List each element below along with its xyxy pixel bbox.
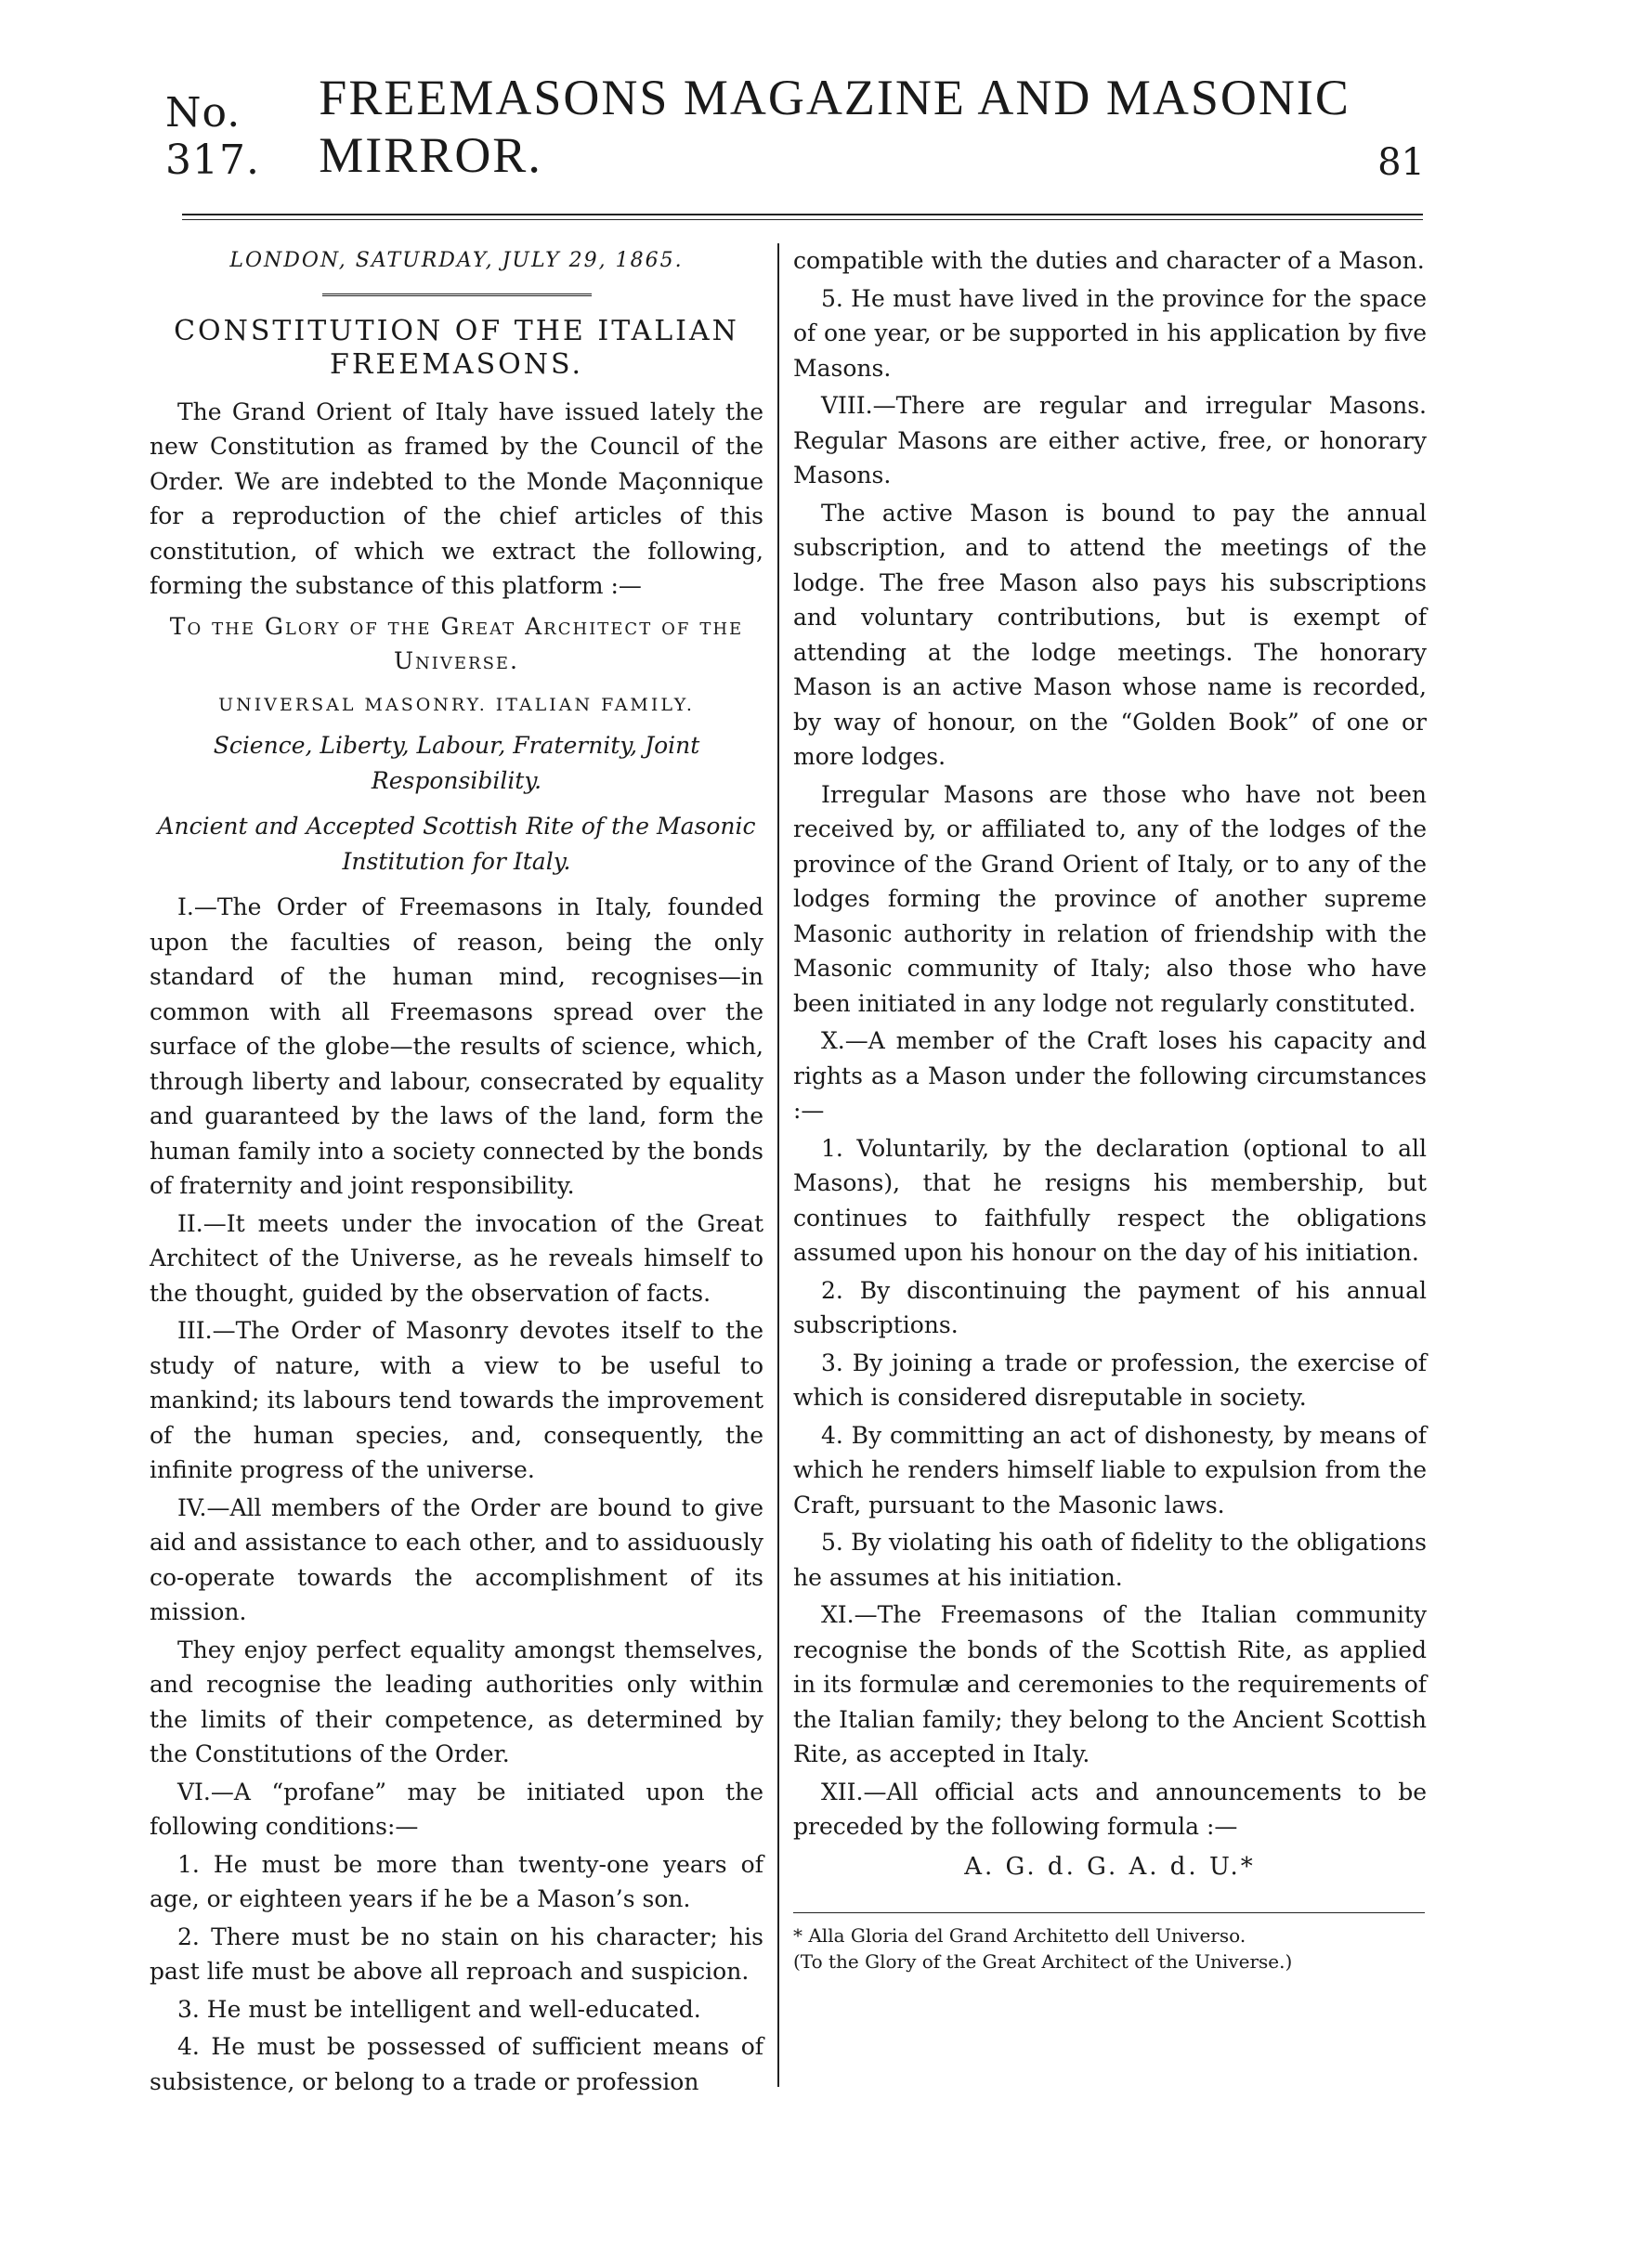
issue-number: No. 317. xyxy=(165,89,260,184)
article-12: XII.—All official acts and announcements to be preceded by the following formula :— xyxy=(793,1778,1427,1840)
footnote-rule xyxy=(793,1912,1425,1913)
footnote-english: (To the Glory of the Great Architect of the Universe.) xyxy=(793,1950,1293,1973)
footnote-italian: * Alla Gloria del Grand Architetto dell Universo. xyxy=(793,1924,1246,1947)
column-divider xyxy=(777,243,779,2087)
condition-3: 3. He must be intelligent and well-educated. xyxy=(177,1995,701,2023)
loss-4: 4. By committing an act of dishonesty, by means of which he renders himself liable to expulsion from the Craft, pursuant to the Masonic laws. xyxy=(793,1421,1427,1519)
header-rule xyxy=(182,214,1423,215)
article-11: XI.—The Freemasons of the Italian community recognise the bonds of the Scottish Rite, as applied in its formulæ and ceremonies to the requirements of the Italian family; they belong to the Ancient Scottish Rite, as accepted in Italy. xyxy=(793,1601,1427,1767)
condition-4: 4. He must be possessed of sufficient means of subsistence, or belong to a trade or profession xyxy=(150,2033,763,2095)
equality-paragraph: They enjoy perfect equality amongst themselves, and recognise the leading authorities only within the limits of their competence, as determined by the Constitutions of the Order. xyxy=(150,1636,763,1767)
article-10: X.—A member of the Craft loses his capacity and rights as a Mason under the following circumstances :— xyxy=(793,1027,1427,1124)
article-4: IV.—All members of the Order are bound to give aid and assistance to each other, and to assiduously co-operate towards the accomplishment of its mission. xyxy=(150,1493,763,1625)
condition-1: 1. He must be more than twenty-one years of age, or eighteen years if he be a Mason’s son. xyxy=(150,1850,763,1912)
condition-5: 5. He must have lived in the province for the space of one year, or be supported in his application by five Masons. xyxy=(793,284,1427,382)
dedication: To the Glory of the Great Architect of the Universe. xyxy=(169,612,744,674)
condition-2: 2. There must be no stain on his character; his past life must be above all reproach and suspicion. xyxy=(150,1923,763,1985)
rite-heading: Ancient and Accepted Scottish Rite of the Masonic Institution for Italy. xyxy=(157,813,756,875)
loss-1: 1. Voluntarily, by the declaration (optional to all Masons), that he resigns his membership, but continues to faithfully respect the obligations assumed upon his honour on the day of his initiation. xyxy=(793,1134,1427,1266)
page-number: 81 xyxy=(1377,141,1425,184)
double-rule xyxy=(322,293,592,298)
formula: A. G. d. G. A. d. U.* xyxy=(964,1852,1256,1881)
universal-masonry-heading: UNIVERSAL MASONRY. ITALIAN FAMILY. xyxy=(218,694,695,715)
masthead-title: FREEMASONS MAGAZINE AND MASONIC MIRROR. xyxy=(319,70,1350,183)
dateline: LONDON, SATURDAY, JULY 29, 1865. xyxy=(229,249,684,272)
article-3: III.—The Order of Masonry devotes itself to the study of nature, with a view to be useful to mankind; its labours tend towards the improvement of the human species, and, consequently, the infinite progress of the universe. xyxy=(150,1317,763,1483)
article-6: VI.—A “profane” may be initiated upon the following conditions:— xyxy=(150,1778,763,1840)
article-8: VIII.—There are regular and irregular Masons. Regular Masons are either active, free, or honorary Masons. xyxy=(793,392,1427,489)
article-headline: CONSTITUTION OF THE ITALIAN FREEMASONS. xyxy=(174,314,739,381)
article-1: I.—The Order of Freemasons in Italy, founded upon the faculties of reason, being the only standard of the human mind, recognises—in common with all Freemasons spread over the surface of the globe—the results of science, which, through liberty and labour, consecrated by equality and guaranteed by the laws of the land, form the human family into a society connected by the bonds of fraternity and joint responsibility. xyxy=(150,893,763,1199)
left-column xyxy=(150,243,763,2102)
loss-3: 3. By joining a trade or profession, the exercise of which is considered disreputable in society. xyxy=(793,1349,1427,1411)
page-header xyxy=(165,70,1425,184)
right-column xyxy=(793,243,1427,1975)
article-2: II.—It meets under the invocation of the Great Architect of the Universe, as he reveals himself to the thought, guided by the observation of facts. xyxy=(150,1209,763,1307)
header-rule-thin xyxy=(182,219,1423,220)
active-mason-paragraph: The active Mason is bound to pay the annual subscription, and to attend the meetings of the lodge. The free Mason also pays his subscriptions and voluntary contributions, but is exempt of attending at the lodge meetings. The honorary Mason is an active Mason whose name is recorded, by way of honour, on the “Golden Book” of one or more lodges. xyxy=(793,499,1427,770)
condition-4-continued: compatible with the duties and character of a Mason. xyxy=(793,247,1425,274)
irregular-mason-paragraph: Irregular Masons are those who have not been received by, or affiliated to, any of the lodges of the province of the Grand Orient of Italy, or to any of the lodges forming the province of another supreme Masonic authority in relation of friendship with the Masonic community of Italy; also those who have been initiated in any lodge not regularly constituted. xyxy=(793,780,1427,1017)
loss-5: 5. By violating his oath of fidelity to the obligations he assumes at his initiation. xyxy=(793,1529,1427,1591)
loss-2: 2. By discontinuing the payment of his annual subscriptions. xyxy=(793,1276,1427,1338)
motto: Science, Liberty, Labour, Fraternity, Joint Responsibility. xyxy=(213,732,700,794)
intro-paragraph: The Grand Orient of Italy have issued lately the new Constitution as framed by the Council of the Order. We are indebted to the Monde Maçonnique for a reproduction of the chief articles of this constitution, of which we extract the following, forming the substance of this platform :— xyxy=(150,398,763,599)
